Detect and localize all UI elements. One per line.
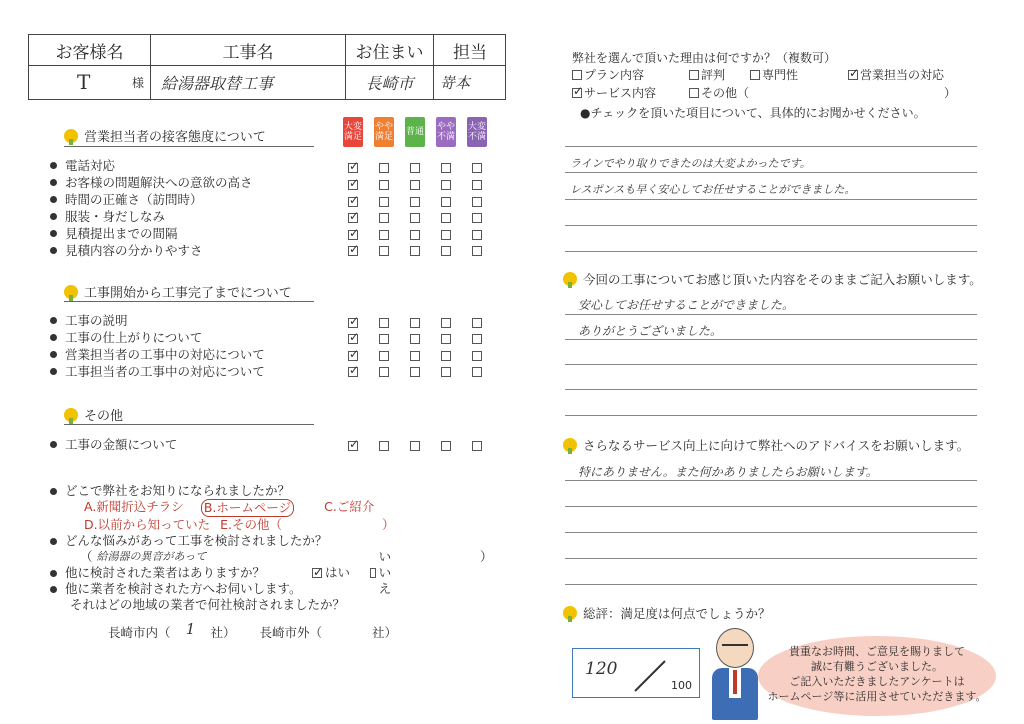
section-title-text: 工事開始から工事完了までについて [84, 286, 292, 301]
bullet-icon [50, 179, 57, 186]
rating-checkbox[interactable] [379, 367, 389, 377]
impression-answer-1: 安心してお任せすることができました。 [578, 298, 795, 312]
rating-checkbox[interactable] [472, 351, 482, 361]
reason-followup: ●チェックを頂いた項目について、具体的にお聞かせください。 [580, 106, 926, 120]
flower-icon [64, 129, 78, 143]
col-work-name: 工事名 [151, 35, 346, 65]
reason-question: 弊社を選んで頂いた理由は何ですか？（複数可） [572, 51, 837, 65]
question-label: 服装・身だしなみ [65, 209, 166, 224]
rating-checkbox[interactable] [379, 180, 389, 190]
rating-dissatisfied: やや不満 [436, 117, 456, 147]
answer-line [565, 225, 977, 226]
inside-unit: 社） [210, 625, 236, 640]
bullet-icon [50, 334, 57, 341]
rating-checkbox[interactable] [348, 230, 358, 240]
section-title-text: 営業担当者の接客態度について [84, 130, 266, 145]
inside-value: 1 [185, 620, 196, 638]
answer-line [565, 506, 977, 507]
rating-checkbox[interactable] [379, 213, 389, 223]
reason-option-sales-response[interactable]: ✓ 営業担当の対応 [849, 65, 945, 82]
bullet-icon [50, 368, 57, 375]
rating-checkbox[interactable] [441, 334, 451, 344]
bullet-icon [50, 488, 57, 495]
outside-unit: 社） [372, 625, 398, 640]
option-other-close: ） [381, 517, 395, 532]
flower-icon [563, 606, 577, 620]
answer-line [565, 389, 977, 390]
score-max: 100 [671, 679, 692, 692]
reason-answer-2: レスポンスも早く安心してお任せすることができました。 [570, 183, 856, 196]
answer-line [565, 532, 977, 533]
mascot-illustration [710, 628, 760, 720]
question-label: 電話対応 [65, 158, 116, 173]
rating-checkbox[interactable] [410, 334, 420, 344]
section-title-sales [64, 126, 266, 145]
col-staff: 担当 [453, 42, 487, 63]
rating-very-satisfied: 大変満足 [343, 117, 363, 147]
section-sales-items [50, 157, 253, 258]
rating-checkbox[interactable] [410, 230, 420, 240]
rating-checkbox[interactable] [410, 197, 420, 207]
rating-checkbox[interactable] [472, 180, 482, 190]
rating-checkbox[interactable] [441, 163, 451, 173]
question-item [50, 208, 253, 224]
rating-checkbox[interactable] [441, 351, 451, 361]
rating-checkbox[interactable] [472, 246, 482, 256]
answer-line [565, 558, 977, 559]
rating-checkbox[interactable] [441, 180, 451, 190]
staff-value: 嵜本 [440, 73, 471, 92]
reason-option-plan[interactable]: プラン内容 [572, 66, 644, 83]
rating-checkbox[interactable] [441, 318, 451, 328]
questions-block [50, 483, 493, 613]
option-other[interactable]: E.その他（ [220, 517, 282, 532]
rating-checkbox[interactable] [410, 318, 420, 328]
flower-icon [563, 272, 577, 286]
inside-label: 長崎市内（ [108, 625, 171, 640]
section-construction-items [50, 312, 265, 379]
how-known-options-row1 [50, 499, 395, 517]
rating-checkbox[interactable] [410, 180, 420, 190]
flower-icon [64, 285, 78, 299]
rating-checkbox[interactable] [472, 441, 482, 451]
bullet-icon [50, 162, 57, 169]
rating-checkbox[interactable] [348, 213, 358, 223]
rating-checkbox[interactable] [410, 367, 420, 377]
answer-line [565, 146, 977, 147]
option-referral[interactable]: C.ご紹介 [324, 499, 375, 514]
option-homepage-selected[interactable]: B.ホームページ [201, 499, 294, 517]
answer-line [565, 199, 977, 200]
bullet-icon [50, 570, 57, 577]
rating-checkbox[interactable] [348, 318, 358, 328]
no-label: いいえ [378, 549, 392, 596]
rating-checkbox[interactable] [472, 367, 482, 377]
rating-checkbox[interactable] [379, 351, 389, 361]
rating-checkbox[interactable] [410, 213, 420, 223]
bullet-icon [50, 586, 57, 593]
question-trouble [50, 533, 395, 549]
col-customer-name: お客様名 [29, 35, 151, 65]
rating-checkbox[interactable] [441, 246, 451, 256]
checkbox[interactable] [689, 88, 699, 98]
section-title-text: さらなるサービス向上に向けて弊社へのアドバイスをお願いします。 [583, 438, 970, 453]
question-how-known [50, 483, 395, 499]
slash-mark [631, 655, 671, 695]
rating-checkbox[interactable] [379, 197, 389, 207]
question-label: 工事担当者の工事中の対応について [65, 364, 265, 379]
bullet-icon [50, 247, 57, 254]
rating-checkbox[interactable] [379, 441, 389, 451]
answer-line [565, 172, 977, 173]
answer-line [565, 339, 977, 340]
question-label: どんな悩みがあって工事を検討されましたか？ [65, 533, 328, 548]
score-title [563, 604, 771, 622]
rating-checkbox[interactable] [441, 213, 451, 223]
checkbox-checked[interactable]: ✓ [849, 65, 860, 80]
question-item [50, 225, 253, 241]
flower-icon [64, 408, 78, 422]
score-value: 120 [585, 659, 618, 679]
rating-checkbox[interactable] [410, 351, 420, 361]
rating-checkbox[interactable] [441, 230, 451, 240]
bullet-icon [50, 196, 57, 203]
thanks-line: 貴重なお時間、ご意見を賜りまして [789, 645, 965, 658]
answer-line [565, 584, 977, 585]
question-label: 他に検討された業者はありますか？ [65, 565, 266, 580]
rating-checkbox[interactable] [348, 367, 358, 377]
rating-scale-header [343, 117, 487, 147]
section-title-text: その他 [84, 409, 124, 424]
thanks-line: ご記入いただきましたアンケートは [789, 675, 965, 688]
rating-checkbox[interactable] [410, 163, 420, 173]
advice-title [563, 436, 969, 454]
reason-option-other[interactable]: その他（ [689, 84, 749, 101]
thanks-message [758, 644, 996, 704]
rating-checkbox[interactable] [379, 163, 389, 173]
rating-checkbox[interactable] [379, 230, 389, 240]
rating-checkbox[interactable] [441, 441, 451, 451]
how-known-options-row2 [50, 517, 395, 533]
rating-checkbox[interactable] [441, 367, 451, 377]
bullet-icon [50, 351, 57, 358]
reason-option-service[interactable]: ✓ サービス内容 [573, 83, 657, 100]
question-item [50, 436, 177, 452]
yes-label: はい [325, 565, 351, 580]
thanks-line: 誠に有難うございました。 [811, 660, 943, 673]
rating-checkbox[interactable] [379, 246, 389, 256]
question-item [50, 157, 253, 173]
customer-info-table [28, 34, 506, 100]
reason-answer-1: ラインでやり取りできたのは大変よかったです。 [570, 157, 811, 170]
question-label: 営業担当者の工事中の対応について [65, 347, 265, 362]
bullet-icon [50, 538, 57, 545]
option-known-before[interactable]: D.以前から知っていた [84, 517, 211, 532]
question-label: お客様の問題解決への意欲の高さ [65, 175, 253, 190]
customer-name-cell [29, 65, 151, 99]
rating-checkbox[interactable] [348, 197, 358, 207]
section-title-text: 今回の工事についてお感じ頂いた内容をそのままご記入お願いします。 [583, 272, 982, 287]
yes-option[interactable] [312, 565, 350, 581]
section-title-other [64, 405, 123, 424]
rating-checkbox[interactable] [472, 197, 482, 207]
question-ask-other-line2: それはどの地域の業者で何社検討されましたか？ [70, 597, 346, 612]
answer-line [565, 314, 977, 315]
question-item [50, 242, 253, 258]
trouble-answer: 給湯器の異音があって [96, 550, 207, 563]
yes-checkbox-checked[interactable]: ✓ [313, 565, 324, 579]
paren-close: ） [480, 549, 493, 564]
no-option[interactable] [370, 549, 396, 597]
question-item [50, 312, 265, 328]
rating-checkbox[interactable] [410, 246, 420, 256]
answer-line [565, 480, 977, 481]
rating-checkbox[interactable] [379, 318, 389, 328]
reason-option-reputation[interactable]: 評判 [689, 66, 725, 83]
paren-close: ） [944, 86, 957, 100]
rating-satisfied: やや満足 [374, 117, 394, 147]
rating-checkbox[interactable] [348, 441, 358, 451]
section-title-construction [64, 282, 292, 301]
question-label: 見積内容の分かりやすさ [65, 243, 203, 258]
question-item [50, 191, 253, 207]
outside-label: 長崎市外（ [259, 625, 323, 640]
section-title-text: 総評：満足度は何点でしょうか？ [583, 606, 771, 621]
rating-checkbox[interactable] [472, 230, 482, 240]
section-other-items [50, 436, 177, 452]
checkbox[interactable] [750, 70, 760, 80]
impression-answer-2: ありがとうございました。 [578, 324, 723, 338]
bullet-icon [50, 230, 57, 237]
rating-checkbox[interactable] [472, 334, 482, 344]
col-residence: お住まい [346, 35, 434, 65]
rating-checkbox[interactable] [441, 197, 451, 207]
question-label: 工事の説明 [65, 313, 128, 328]
question-ask-other [50, 581, 395, 597]
work-name-value: 給湯器取替工事 [151, 65, 346, 99]
question-label: 工事の仕上がりについて [65, 330, 203, 345]
rating-checkbox[interactable] [348, 180, 358, 190]
score-box [572, 648, 700, 698]
rating-checkbox[interactable] [472, 163, 482, 173]
rating-checkbox[interactable] [348, 351, 358, 361]
question-item [50, 363, 265, 379]
checkbox[interactable] [572, 70, 582, 80]
reason-options [572, 66, 972, 100]
section-underline [64, 146, 314, 147]
rating-checkbox[interactable] [348, 163, 358, 173]
question-label: 工事の金額について [65, 437, 178, 452]
question-item [50, 174, 253, 190]
section-underline [64, 301, 314, 302]
bullet-icon [50, 317, 57, 324]
answer-line [565, 364, 977, 365]
customer-suffix: 様 [131, 75, 144, 90]
question-label: 見積提出までの間隔 [65, 226, 178, 241]
rating-checkbox[interactable] [348, 334, 358, 344]
area-counts-row [108, 620, 398, 641]
flower-icon [563, 438, 577, 452]
question-item [50, 329, 265, 345]
option-newspaper[interactable]: A.新聞折込チラシ [84, 499, 184, 514]
question-item [50, 346, 265, 362]
outside-value [322, 623, 372, 641]
advice-answer-1: 特にありません。また何かありましたらお願いします。 [578, 465, 878, 479]
rating-checkbox[interactable] [472, 318, 482, 328]
no-checkbox[interactable] [370, 568, 376, 578]
trouble-answer-row [50, 549, 493, 565]
rating-neutral: 普通 [405, 117, 425, 147]
impression-title [563, 270, 982, 288]
reason-option-expertise[interactable]: 専門性 [750, 66, 798, 83]
thanks-line: ホームページ等に活用させていただきます。 [767, 690, 987, 703]
checkbox-checked[interactable]: ✓ [573, 83, 584, 98]
rating-checkbox[interactable] [348, 246, 358, 256]
rating-checkbox[interactable] [410, 441, 420, 451]
question-label: 時間の正確さ（訪問時） [65, 192, 203, 207]
customer-name-value: T [77, 70, 91, 94]
rating-checkbox[interactable] [472, 213, 482, 223]
rating-checkbox[interactable] [379, 334, 389, 344]
answer-line [565, 251, 977, 252]
bullet-icon [50, 213, 57, 220]
question-label: 他に業者を検討された方へお伺いします。 [65, 581, 302, 596]
paren-open: （ [80, 549, 93, 564]
section-underline [64, 424, 314, 425]
question-label: どこで弊社をお知りになられましたか？ [65, 483, 291, 498]
answer-line [565, 415, 977, 416]
bullet-icon [50, 441, 57, 448]
checkbox[interactable] [689, 70, 699, 80]
residence-value: 長崎市 [346, 65, 434, 99]
rating-very-dissatisfied: 大変不満 [467, 117, 487, 147]
